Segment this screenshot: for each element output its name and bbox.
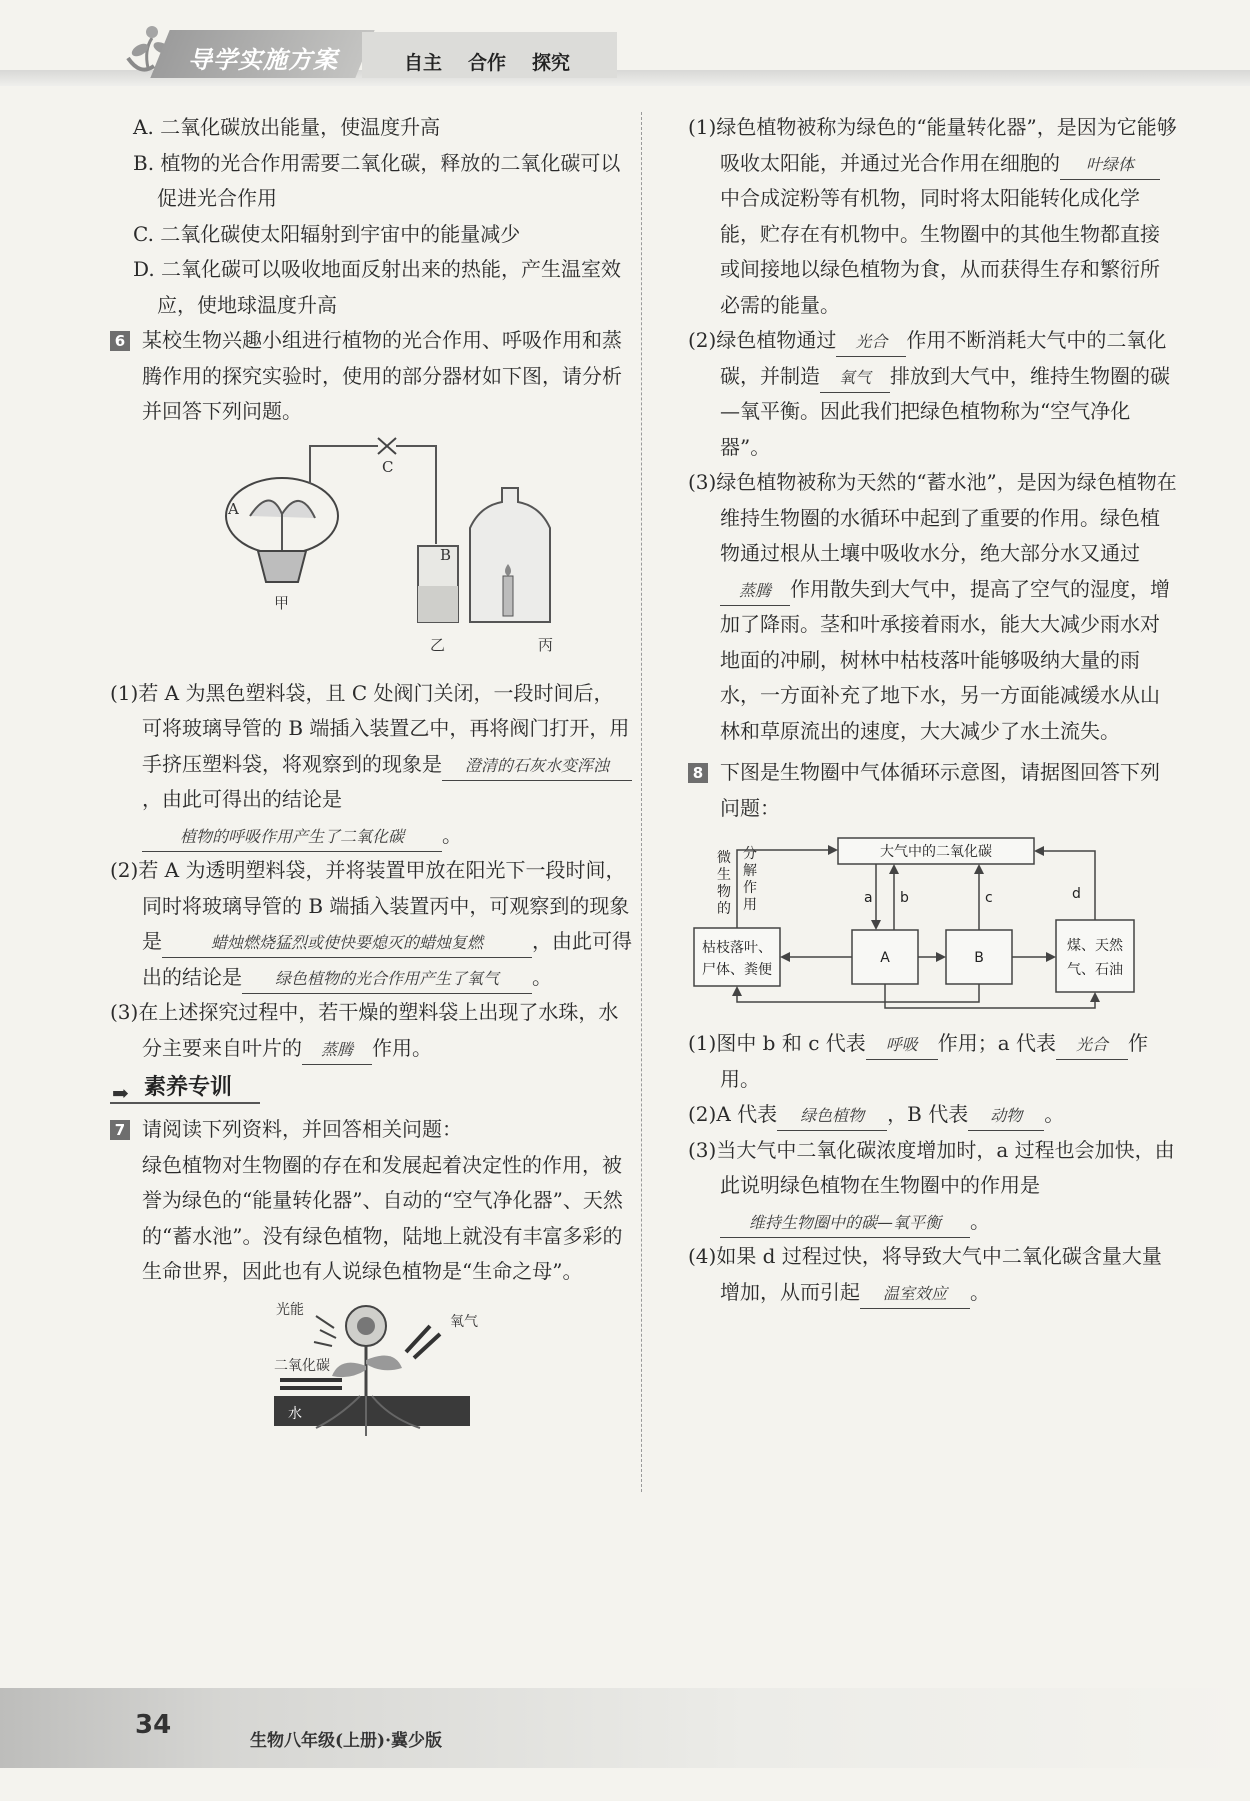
answer-blank: 呼吸 bbox=[866, 1031, 938, 1060]
decompose-char: 作 bbox=[743, 880, 757, 896]
question-number: 7 bbox=[110, 1120, 130, 1140]
answer-blank: 植物的呼吸作用产生了二氧化碳 bbox=[142, 823, 442, 852]
q8-sub4-text: 。 bbox=[970, 1279, 990, 1304]
arrowhead bbox=[732, 986, 742, 996]
answer-blank: 绿色植物的光合作用产生了氧气 bbox=[242, 965, 532, 994]
arrowhead bbox=[936, 952, 946, 962]
question-6 bbox=[110, 323, 632, 430]
q7-sub2-text: (2)绿色植物通过 bbox=[688, 328, 837, 352]
answer-blank: 澄清的石灰水变浑浊 bbox=[442, 752, 632, 781]
left-column bbox=[110, 110, 632, 1454]
option-c: C. 二氧化碳使太阳辐射到宇宙中的能量减少 bbox=[133, 221, 521, 246]
box-b-label: B bbox=[974, 950, 984, 966]
q8-sub2 bbox=[688, 1097, 1178, 1133]
q7-sub1 bbox=[688, 110, 1178, 323]
q7-sub1-text: 中合成淀粉等有机物，同时将太阳能转化成化学能，贮存在有机物中。生物圈中的其他生物都直接或间接地以绿色植物为食，从而获得生存和繁衍所必需的能量。 bbox=[720, 186, 1160, 317]
answer-blank: 光合 bbox=[1056, 1031, 1128, 1060]
header-tag-tanjiu: 探究 bbox=[532, 52, 571, 74]
arrowhead bbox=[828, 845, 838, 855]
answer-blank: 光合 bbox=[836, 328, 906, 357]
atmosphere-label: 大气中的二氧化碳 bbox=[880, 844, 992, 860]
microbe-char: 生 bbox=[717, 867, 731, 883]
leaf-right bbox=[366, 1355, 402, 1370]
q8-gas-cycle-figure bbox=[688, 832, 1178, 1018]
q8-sub4-text: (4)如果 d 过程过快，将导致大气中二氧化碳含量大量增加，从而引起 bbox=[688, 1244, 1162, 1304]
water-label: 水 bbox=[288, 1405, 302, 1422]
q7-passage: 绿色植物对生物圈的存在和发展起着决定性的作用，被誉为绿色的“能量转化器”、自动的“空气净化器”、天然的“蓄水池”。没有绿色植物，陆地上就没有丰富多彩的生命世界，因此也有人说绿色植物是“生命之母”。 bbox=[142, 1152, 623, 1283]
header-tag-hezuo: 合作 bbox=[468, 52, 507, 74]
co2-arrows bbox=[280, 1380, 342, 1388]
process-label-b: b bbox=[900, 890, 909, 906]
answer-blank: 蜡烛燃烧猛烈或使快要熄灭的蜡烛复燃 bbox=[162, 929, 532, 958]
litter-label-line2: 尸体、粪便 bbox=[702, 962, 772, 978]
soil bbox=[274, 1396, 470, 1426]
arrowhead bbox=[1046, 952, 1056, 962]
q7-sub3 bbox=[688, 465, 1178, 749]
option-d: D. 二氧化碳可以吸收地面反射出来的热能，产生温室效应，使地球温度升高 bbox=[133, 257, 622, 317]
label-c: C bbox=[382, 457, 394, 476]
q6-sub2-text: 。 bbox=[532, 964, 552, 989]
q7-sub3-text: (3)绿色植物被称为天然的“蓄水池”，是因为绿色植物在维持生物圈的水循环中起到了重要的作用。绿色植物通过根从土壤中吸收水分，绝大部分水又通过 bbox=[688, 470, 1177, 565]
limewater bbox=[418, 586, 458, 622]
fuel-box bbox=[1056, 920, 1134, 992]
q6-sub3-text: 作用。 bbox=[372, 1035, 432, 1060]
q6-apparatus-figure bbox=[110, 436, 632, 668]
microbe-char: 微 bbox=[717, 850, 731, 866]
q7-sub2-text: 作用不断消耗大气中的二氧化碳，并制造 bbox=[720, 328, 1167, 388]
q6-sub2 bbox=[110, 853, 632, 995]
decompose-label bbox=[743, 846, 757, 913]
answer-blank: 温室效应 bbox=[860, 1280, 970, 1309]
o2-arrows bbox=[406, 1326, 440, 1358]
o2-label: 氧气 bbox=[450, 1313, 478, 1330]
question-number: 6 bbox=[110, 331, 130, 351]
litter-label-line1: 枯枝落叶、 bbox=[702, 940, 772, 956]
process-label-d: d bbox=[1072, 886, 1081, 902]
label-bing: 丙 bbox=[538, 635, 554, 654]
valve-c bbox=[378, 438, 396, 454]
column-divider bbox=[641, 112, 642, 1492]
page-number: 34 bbox=[135, 1710, 172, 1740]
answer-blank: 蒸腾 bbox=[720, 577, 790, 606]
q7-plant-figure bbox=[110, 1296, 632, 1446]
q6-sub1-text: (1)若 A 为黑色塑料袋，且 C 处阀门关闭，一段时间后，可将玻璃导管的 B 端插入装置乙中，再将阀门打开，用手挤压塑料袋，将观察到的现象是 bbox=[110, 680, 630, 776]
header-tag-zizhu: 自主 bbox=[404, 52, 443, 74]
page-footer bbox=[0, 1688, 1250, 1801]
header-title: 导学实施方案 bbox=[188, 46, 338, 74]
leaf-left bbox=[332, 1362, 366, 1376]
gas-cycle-diagram bbox=[688, 832, 1178, 1018]
q6-sub2-text: ，由此可得出的结论是 bbox=[142, 929, 632, 989]
section-title: 素养专训 bbox=[144, 1075, 233, 1100]
q8-sub3-text: 。 bbox=[970, 1208, 990, 1233]
q8-sub1-text: 作用；a 代表 bbox=[937, 1031, 1057, 1055]
footer-band bbox=[0, 1688, 1250, 1768]
apparatus-diagram bbox=[110, 436, 630, 668]
arrowhead bbox=[974, 864, 984, 874]
q6-sub1-text: ，由此可得出的结论是 bbox=[142, 787, 342, 811]
q8-sub2-text: 。 bbox=[1044, 1102, 1065, 1126]
arrowhead bbox=[1034, 846, 1044, 856]
arrow-right-icon: ➡ bbox=[112, 1081, 129, 1105]
microbe-char: 物 bbox=[717, 884, 731, 900]
flower-pot bbox=[258, 551, 306, 582]
q6-sub3-text: (3)在上述探究过程中，若干燥的塑料袋上出现了水珠，水分主要来自叶片的 bbox=[110, 1000, 619, 1060]
decompose-char: 用 bbox=[743, 897, 757, 913]
q7-sub1-text: (1)绿色植物被称为绿色的“能量转化器”，是因为它能够吸收太阳能，并通过光合作用在细胞的 bbox=[688, 115, 1177, 175]
answer-blank: 叶绿体 bbox=[1060, 151, 1160, 180]
q8-sub2-text: ，B 代表 bbox=[887, 1102, 969, 1126]
right-column bbox=[688, 110, 1178, 1310]
arrowhead bbox=[1090, 992, 1100, 1002]
question-7 bbox=[110, 1112, 632, 1290]
q6-sub3 bbox=[110, 995, 632, 1066]
process-label-c: c bbox=[985, 890, 993, 906]
fuel-label-line1: 煤、天然 bbox=[1067, 938, 1123, 954]
answer-blank: 氧气 bbox=[820, 364, 890, 393]
arrow-d bbox=[1042, 851, 1095, 920]
question-stem: 请阅读下列资料，并回答相关问题： bbox=[142, 1117, 462, 1141]
q7-sub2 bbox=[688, 323, 1178, 465]
decompose-char: 解 bbox=[743, 863, 757, 879]
light-label: 光能 bbox=[276, 1301, 304, 1318]
q8-sub1-text: (1)图中 b 和 c 代表 bbox=[688, 1031, 866, 1055]
light-arrows bbox=[314, 1316, 336, 1346]
sunflower-diagram bbox=[110, 1296, 630, 1446]
arrowhead bbox=[889, 864, 899, 874]
answer-blank: 动物 bbox=[968, 1102, 1044, 1131]
co2-label: 二氧化碳 bbox=[274, 1357, 330, 1374]
arrowhead bbox=[780, 952, 790, 962]
question-stem: 下图是生物圈中气体循环示意图，请据图回答下列问题： bbox=[720, 760, 1160, 820]
microbe-char: 的 bbox=[717, 901, 731, 917]
q8-sub1-text: 作用。 bbox=[720, 1031, 1149, 1091]
q8-sub1 bbox=[688, 1026, 1178, 1097]
q8-sub3 bbox=[688, 1133, 1178, 1240]
label-jia: 甲 bbox=[274, 593, 290, 612]
q6-sub1-text: 。 bbox=[442, 822, 462, 847]
q7-sub3-text: 作用散失到大气中，提高了空气的湿度，增加了降雨。茎和叶承接着雨水，能大大减少雨水对地面的冲刷，树林中枯枝落叶能够吸纳大量的雨水，一方面补充了地下水，另一方面能减缓水从山林和草原流出的速度，大大减少了水土流失。 bbox=[720, 576, 1170, 743]
decompose-char: 分 bbox=[743, 846, 757, 862]
option-a: A. 二氧化碳放出能量，使温度升高 bbox=[133, 115, 441, 139]
answer-blank: 维持生物圈中的碳—氧平衡 bbox=[720, 1209, 970, 1238]
question-stem: 某校生物兴趣小组进行植物的光合作用、呼吸作用和蒸腾作用的探究实验时，使用的部分器材如下图，请分析并回答下列问题。 bbox=[142, 328, 622, 423]
process-label-a: a bbox=[864, 890, 873, 906]
q6-sub2-text: (2)若 A 为透明塑料袋，并将装置甲放在阳光下一段时间，同时将玻璃导管的 B 端插入装置丙中，可观察到的现象是 bbox=[110, 858, 630, 953]
q8-sub2-text: (2)A 代表 bbox=[688, 1102, 778, 1126]
option-b: B. 植物的光合作用需要二氧化碳，释放的二氧化碳可以促进光合作用 bbox=[133, 150, 621, 210]
fuel-label-line2: 气、石油 bbox=[1067, 962, 1123, 978]
book-title: 生物八年级(上册)·冀少版 bbox=[250, 1731, 443, 1751]
label-a: A bbox=[228, 499, 239, 518]
box-a-label: A bbox=[880, 950, 890, 966]
answer-blank: 蒸腾 bbox=[302, 1036, 372, 1065]
page-header bbox=[0, 0, 1250, 92]
label-yi: 乙 bbox=[430, 635, 446, 654]
q6-sub1 bbox=[110, 676, 632, 854]
q7-sub2-text: 排放到大气中，维持生物圈的碳—氧平衡。因此我们把绿色植物称为“空气净化器”。 bbox=[720, 363, 1170, 459]
label-b: B bbox=[440, 545, 452, 564]
microbe-label bbox=[717, 849, 731, 917]
question-8 bbox=[688, 755, 1178, 826]
q8-sub3-text: (3)当大气中二氧化碳浓度增加时，a 过程也会加快，由此说明绿色植物在生物圈中的作用是 bbox=[688, 1137, 1175, 1197]
question-number: 8 bbox=[688, 763, 708, 783]
q8-sub4 bbox=[688, 1239, 1178, 1310]
candle bbox=[503, 576, 513, 616]
sunflower-center bbox=[357, 1317, 375, 1335]
arrowhead bbox=[871, 920, 881, 930]
section-heading bbox=[110, 1070, 632, 1106]
answer-blank: 绿色植物 bbox=[777, 1102, 887, 1131]
